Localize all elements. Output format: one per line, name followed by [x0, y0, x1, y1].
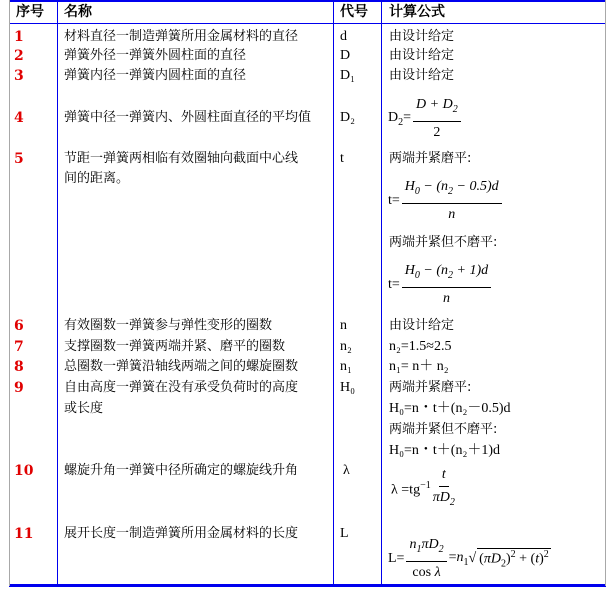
formula-2: H₀=n・t＋(n₂＋1)d	[389, 443, 500, 458]
row-code: D	[340, 48, 351, 63]
table-bottom-border	[9, 584, 606, 587]
row-formula: n₁= n＋ n₂	[389, 359, 449, 374]
row-name: 材料直径一制造弹簧所用金属材料的直径	[64, 29, 299, 44]
row-formula: L= $\frac{n_1\pi D_2}{\text{cos λ}}$ $=n_1$ √ $(\pi D_2)^2 + (t)^2$	[388, 537, 549, 580]
table-left-edge	[9, 0, 10, 586]
formula-1: H₀=n・t＋(n₂－0.5)d	[389, 401, 511, 416]
formula-label-2: 两端并紧但不磨平:	[389, 235, 498, 250]
header-formula: 计算公式	[389, 4, 445, 20]
row-name-line2: 或长度	[64, 401, 104, 416]
formula-2: t= $\frac{H_0 - (n_2 + 1)d}{n}$	[388, 262, 493, 308]
row-index: 2	[14, 48, 24, 64]
table-top-border	[9, 0, 606, 2]
row-name: 弹簧外径一弹簧外圆柱面的直径	[64, 48, 247, 63]
row-code: H₀	[340, 380, 355, 395]
row-formula: 由设计给定	[389, 48, 455, 63]
row-formula: 由设计给定	[389, 68, 455, 83]
row-index: 11	[14, 526, 34, 542]
row-code: d	[340, 29, 347, 44]
row-name: 总圈数一弹簧沿轴线两端之间的螺旋圈数	[64, 359, 299, 374]
header-index: 序号	[16, 4, 44, 20]
row-name: 展开长度一制造弹簧所用金属材料的长度	[64, 526, 299, 541]
row-code: n	[340, 318, 347, 333]
row-index: 4	[14, 110, 24, 126]
row-index: 3	[14, 68, 24, 84]
row-index: 10	[14, 463, 34, 479]
row-name-line1: 节距一弹簧两相临有效圈轴向截面中心线	[64, 151, 299, 166]
row-code: t	[340, 151, 344, 166]
row-code: n₂	[340, 339, 352, 354]
formula-1: t= $\frac{H_0 - (n_2 - 0.5)d}{n}$	[388, 178, 504, 224]
row-index: 9	[14, 380, 24, 396]
row-formula: $\lambda =tg^{-1}$ $\frac{t}{\pi D_2}$	[391, 467, 455, 508]
row-name: 弹簧中径一弹簧内、外圆柱面直径的平均值	[64, 110, 312, 125]
row-code: L	[340, 526, 349, 541]
row-name-line2: 间的距离。	[64, 171, 130, 186]
row-index: 6	[14, 318, 24, 334]
table-right-edge	[605, 0, 606, 586]
row-name-line1: 自由高度一弹簧在没有承受负荷时的高度	[64, 380, 299, 395]
row-index: 5	[14, 151, 24, 167]
row-index: 8	[14, 359, 24, 375]
column-divider-3	[381, 0, 382, 586]
row-formula: $D_2=$ $\frac{D + D_2}{2}$	[388, 96, 463, 142]
row-code: n₁	[340, 359, 352, 374]
row-formula: 由设计给定	[389, 318, 455, 333]
row-code: λ	[343, 463, 350, 478]
column-divider-2	[333, 0, 334, 586]
row-code: D₁	[340, 68, 355, 83]
row-name: 弹簧内径一弹簧内圆柱面的直径	[64, 68, 247, 83]
row-name: 有效圈数一弹簧参与弹性变形的圈数	[64, 318, 273, 333]
row-formula: 由设计给定	[389, 29, 455, 44]
header-name: 名称	[64, 4, 92, 20]
row-name: 螺旋升角一弹簧中径所确定的螺旋线升角	[64, 463, 299, 478]
formula-label-2: 两端并紧但不磨平:	[389, 422, 498, 437]
row-name: 支撑圈数一弹簧两端并紧、磨平的圈数	[64, 339, 286, 354]
row-formula: n₂=1.5≈2.5	[389, 339, 452, 354]
column-divider-1	[57, 0, 58, 586]
row-index: 7	[14, 339, 24, 355]
formula-label-1: 两端并紧磨平:	[389, 151, 472, 166]
row-code: D₂	[340, 110, 355, 125]
header-code: 代号	[340, 4, 368, 20]
header-bottom-border	[9, 23, 606, 24]
row-index: 1	[14, 29, 24, 45]
formula-label-1: 两端并紧磨平:	[389, 380, 472, 395]
